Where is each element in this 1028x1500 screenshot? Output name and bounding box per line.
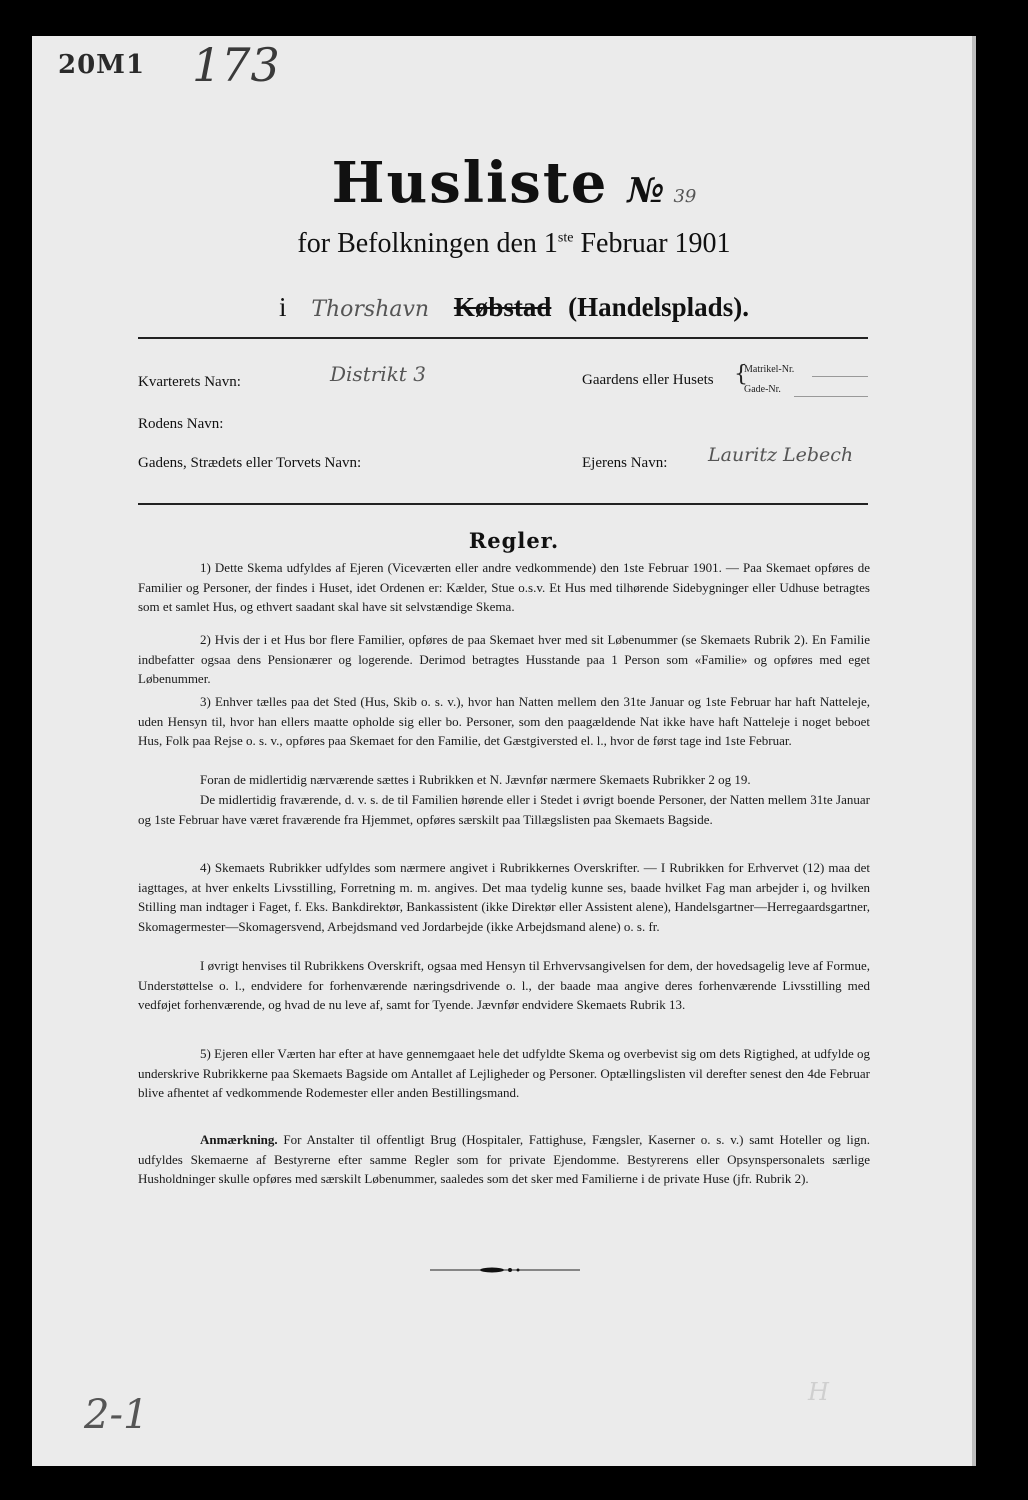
location-line — [0, 292, 1028, 323]
gade-nr-label: Gade-Nr. — [744, 384, 781, 395]
form-title: Husliste — [331, 150, 609, 216]
rule-5: 5) Ejeren eller Værten har efter at have gennemgaaet hele det udfyldte Skema og overbevist sig om dets Rigtighed, at udfylde og underskrive Rubrikkerne paa Skemaets Bagside om Antallet af Lejligheder og Personer. Optællingslisten vil derefter senest den 4de Februar blive afhentet af vedkommende Rodemester eller anden Bestillingsmand. — [138, 1046, 870, 1101]
location-suffix: (Handelsplads). — [568, 292, 749, 322]
form-number: 39 — [673, 186, 697, 207]
number-label: № — [627, 171, 665, 211]
rule-2: 2) Hvis der i et Hus bor flere Familier, opføres de paa Skemaet hver med sit Løbenummer (se Skemaets Rubrik 2). En Familie indbefatter ogsaa dens Pensionærer og logerende. Derimod betragtes Husstande paa 1 Person som «Familie» og opføres med eget Løbenummer. — [138, 632, 870, 687]
top-divider — [138, 337, 868, 339]
matrikel-line — [812, 376, 868, 377]
form-subtitle — [0, 228, 1028, 260]
subtitle-sup: ste — [557, 230, 574, 246]
kvarter-value: Distrikt 3 — [330, 362, 426, 386]
remark — [138, 1130, 870, 1189]
subtitle-pre: for Befolkningen den 1 — [297, 228, 558, 259]
matrikel-label: Matrikel-Nr. — [744, 364, 795, 375]
rule-3b: Foran de midlertidig nærværende sættes i Rubrikken et N. Jævnfør nærmere Skemaets Rubrikker 2 og 19. — [200, 772, 751, 787]
ejer-value: Lauritz Lebech — [708, 444, 854, 466]
margin-note: 2-1 — [84, 1392, 149, 1438]
mid-divider — [138, 503, 868, 505]
rules-heading: Regler. — [468, 528, 560, 553]
subtitle-post: Februar 1901 — [580, 228, 731, 259]
location-struck: Købstad — [453, 292, 552, 322]
location-prefix: i — [279, 292, 287, 322]
kvarter-label: Kvarterets Navn: — [138, 374, 241, 390]
remark-text: For Anstalter til offentligt Brug (Hospitaler, Fattighuse, Fængsler, Kaserner o. s. v.) samt Hoteller og lign. udfyldes Skemaerne af Bestyrerne efter samme Regler som for private Ejendomme. Bestyrerens eller Opsynspersonalets særlige Husholdninger skulle opføres med særskilt Løbenummer, saaledes som det sker med Familierne i de private Huse (jfr. Rubrik 2). — [138, 1132, 870, 1187]
archive-stamp: 20M1 — [58, 50, 146, 80]
form-title-row — [0, 150, 1028, 216]
roden-label: Rodens Navn: — [138, 416, 224, 432]
location-handwritten: Thorshavn — [311, 297, 430, 322]
brace-icon: { — [734, 362, 748, 387]
remark-label: Anmærkning. — [200, 1132, 278, 1147]
gade-label: Gadens, Strædets eller Torvets Navn: — [138, 455, 362, 471]
rule-4: 4) Skemaets Rubrikker udfyldes som nærmere angivet i Rubrikkernes Overskrifter. — I Rubrikken for Erhvervet (12) maa det iagttages, at hver enkelts Livsstilling, Forretning m. m. angives. Det maa tydelig kunne ses, baade hvilket Fag man arbejder i, og hvilken Stilling man indtager i Faget, f. Eks. Bankdirektør, Bankassistent (ikke Direktør eller Assistent alene), Handelsgartner—Herregaardsgartner, Skomagermester—Skomagersvend, Arbejdsmand ved Jordarbejde (ikke Arbejdsmand alene) o. s. fr. — [138, 860, 870, 934]
gaard-label: Gaardens eller Husets — [582, 372, 714, 388]
ejer-label: Ejerens Navn: — [582, 455, 668, 471]
rule-4b: I øvrigt henvises til Rubrikkens Overskrift, ogsaa med Hensyn til Erhvervsangivelsen for dem, der hovedsagelig leve af Formue, Understøttelse o. l., endvidere for forhenværende næringsdrivende o. l., der baade maa angive deres forhenværende Livsstilling med vedføjet forhenværende, og hvad de nu leve af, samt for Tyende. Jævnfør endvidere Skemaets Rubrik 13. — [138, 958, 870, 1013]
ornament-divider — [430, 1266, 580, 1274]
rule-3: 3) Enhver tælles paa det Sted (Hus, Skib o. s. v.), hvor han Natten mellem den 31te Januar og 1ste Februar har haft Natteleje, uden Hensyn til, hvor han ellers maatte opholde sig eller bo. Personer, som den paagældende Nat ikke have haft Natteleje i noget beboet Hus, Folk paa Rejse o. s. v., opføres paa Skemaet for den Familie, det Gæstgiversted el. l., hvor de først tage ind 1ste Februar. — [138, 694, 870, 749]
rule-1: 1) Dette Skema udfyldes af Ejeren (Viceværten eller andre vedkommende) den 1ste Februar 1901. — Paa Skemaet opføres de Familier og Personer, der findes i Huset, idet Ordenen er: Kælder, Stue o.s.v. Et Hus med tilhørende Sidebygninger eller Udhuse betragtes som et samlet Hus, og ethvert saadant skal have sit selvstændige Skema. — [138, 560, 870, 615]
rule-3c: De midlertidig fraværende, d. v. s. de til Familien hørende eller i Stedet i øvrigt boende Personer, der Natten mellem 31te Januar og 1ste Februar have været fraværende fra Hjemmet, opføres særskilt paa Tillægslisten paa Skemaets Bagside. — [138, 792, 870, 827]
gade-nr-line — [794, 396, 868, 397]
pen-mark: 173 — [192, 38, 280, 92]
faint-mark: H — [808, 1378, 829, 1406]
